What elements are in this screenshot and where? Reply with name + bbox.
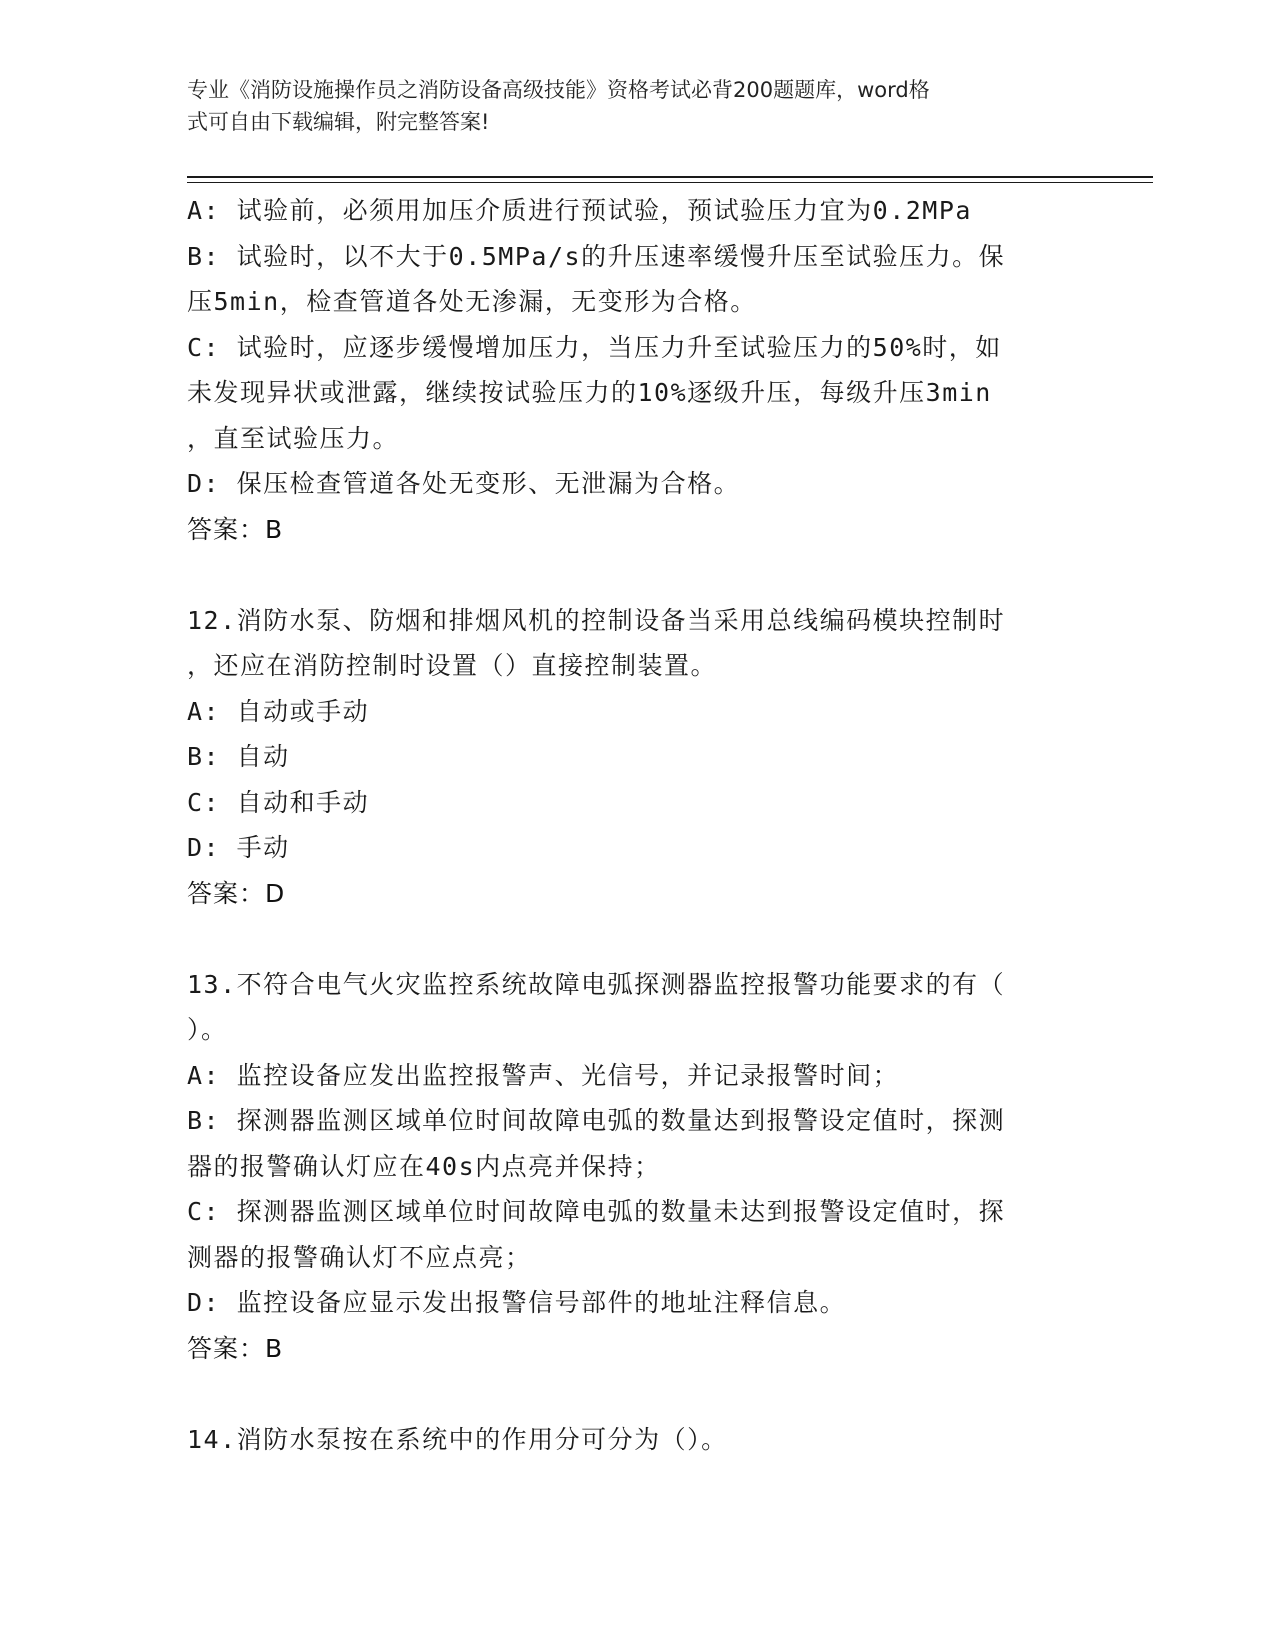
- question-stem-continued: ）。: [187, 1015, 228, 1044]
- option-b-continued: 压5min，检查管道各处无渗漏，无变形为合格。: [187, 287, 757, 316]
- question-11: [187, 188, 1087, 552]
- question-12: [187, 598, 1087, 917]
- answer-line: 答案：D: [187, 878, 286, 908]
- question-stem: 12.消防水泵、防烟和排烟风机的控制设备当采用总线编码模块控制时: [187, 605, 1006, 635]
- question-stem: 14.消防水泵按在系统中的作用分可分为（）。: [187, 1424, 728, 1454]
- spacer: [187, 916, 1087, 962]
- question-14: [187, 1417, 1087, 1463]
- header-divider-thick: [187, 176, 1153, 178]
- option-c-continued-2: ，直至试验压力。: [187, 423, 400, 453]
- answer-line: 答案：B: [187, 514, 284, 544]
- option-b: B: 自动: [187, 742, 290, 771]
- option-a: A: 监控设备应发出监控报警声、光信号，并记录报警时间；: [187, 1060, 900, 1090]
- header-line-1: 专业《消防设施操作员之消防设备高级技能》资格考试必背200题题库，word格: [187, 78, 930, 102]
- option-d: D: 保压检查管道各处无变形、无泄漏为合格。: [187, 469, 741, 498]
- option-d: D: 监控设备应显示发出报警信号部件的地址注释信息。: [187, 1288, 847, 1317]
- question-13: [187, 962, 1087, 1372]
- document-header: [187, 74, 1067, 138]
- option-a: A: 试验前，必须用加压介质进行预试验，预试验压力宜为0.2MPa: [187, 196, 972, 225]
- option-b: B: 试验时，以不大于0.5MPa/s的升压速率缓慢升压至试验压力。保: [187, 241, 1006, 271]
- answer-line: 答案：B: [187, 1333, 284, 1363]
- option-d: D: 手动: [187, 833, 290, 862]
- spacer: [187, 1371, 1087, 1417]
- header-divider-thin: [187, 182, 1153, 183]
- document-body: [187, 188, 1087, 1462]
- option-b-continued: 器的报警确认灯应在40s内点亮并保持；: [187, 1151, 661, 1181]
- option-c: C: 自动和手动: [187, 787, 370, 817]
- question-stem: 13.不符合电气火灾监控系统故障电弧探测器监控报警功能要求的有（: [187, 969, 1006, 999]
- option-c: C: 试验时，应逐步缓慢增加压力，当压力升至试验压力的50%时，如: [187, 332, 1002, 362]
- option-c-continued: 测器的报警确认灯不应点亮；: [187, 1242, 532, 1272]
- option-c-continued: 未发现异状或泄露，继续按试验压力的10%逐级升压，每级升压3min: [187, 378, 992, 407]
- option-c: C: 探测器监测区域单位时间故障电弧的数量未达到报警设定值时，探: [187, 1197, 1006, 1226]
- question-stem-continued: ，还应在消防控制时设置（）直接控制装置。: [187, 651, 718, 680]
- header-line-2: 式可自由下载编辑，附完整答案!: [187, 110, 490, 134]
- option-b: B: 探测器监测区域单位时间故障电弧的数量达到报警设定值时，探测: [187, 1106, 1006, 1135]
- option-a: A: 自动或手动: [187, 696, 370, 726]
- spacer: [187, 552, 1087, 598]
